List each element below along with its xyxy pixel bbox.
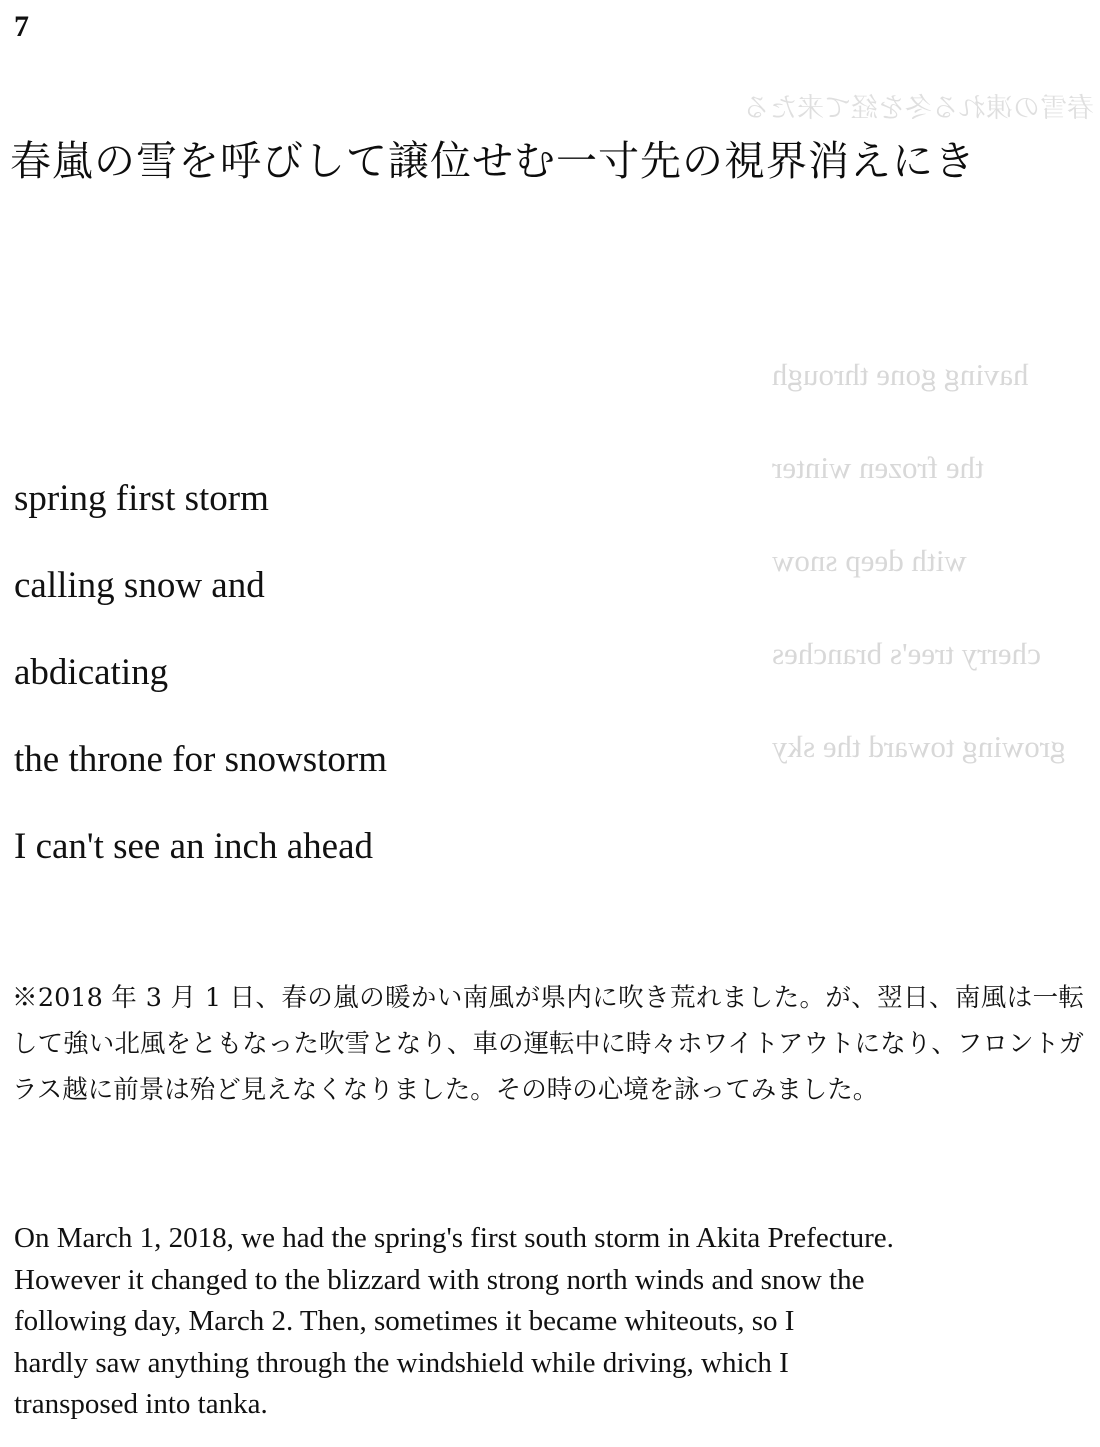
show-through-block	[772, 328, 1066, 793]
note-english-line: However it changed to the blizzard with strong north winds and snow the	[14, 1263, 865, 1296]
tanka-english	[14, 455, 774, 890]
show-through-line: having gone through	[772, 357, 1029, 392]
show-through-line: with deep snow	[772, 543, 967, 578]
tanka-english-line: the throne for snowstorm	[14, 739, 388, 780]
note-english-line: hardly saw anything through the windshield while driving, which I	[14, 1346, 789, 1379]
note-english-line: On March 1, 2018, we had the spring's first south storm in Akita Prefecture.	[14, 1222, 894, 1254]
page-number: 7	[14, 10, 29, 43]
note-japanese: ※2018 年 3 月 1 日、春の嵐の暖かい南風が県内に吹き荒れました。が、翌日、南風は一転して強い北風をともなった吹雪となり、車の運転中に時々ホワイトアウトになり、フロントガラス越に前景は殆ど見えなくなりました。その時の心境を詠ってみました。	[12, 983, 1084, 1105]
show-through-line: cherry tree's branches	[772, 636, 1042, 671]
show-through-line: growing toward the sky	[772, 729, 1066, 764]
show-through-top-right: 春雪の凍れる冬を経て来たる	[743, 93, 1094, 124]
note-english-line: following day, March 2. Then, sometimes it became whiteouts, so I	[14, 1305, 795, 1337]
note-english-line: transposed into tanka.	[14, 1388, 268, 1420]
note-english	[14, 1218, 1094, 1426]
show-through-line: the frozen winter	[772, 450, 985, 485]
tanka-english-line: I can't see an inch ahead	[14, 826, 373, 867]
tanka-english-line: spring first storm	[14, 478, 269, 519]
tanka-japanese: 春嵐の雪を呼びして譲位せむ一寸先の視界消えにき	[10, 137, 976, 185]
tanka-english-line: calling snow and	[14, 565, 265, 606]
tanka-english-line: abdicating	[14, 652, 169, 693]
